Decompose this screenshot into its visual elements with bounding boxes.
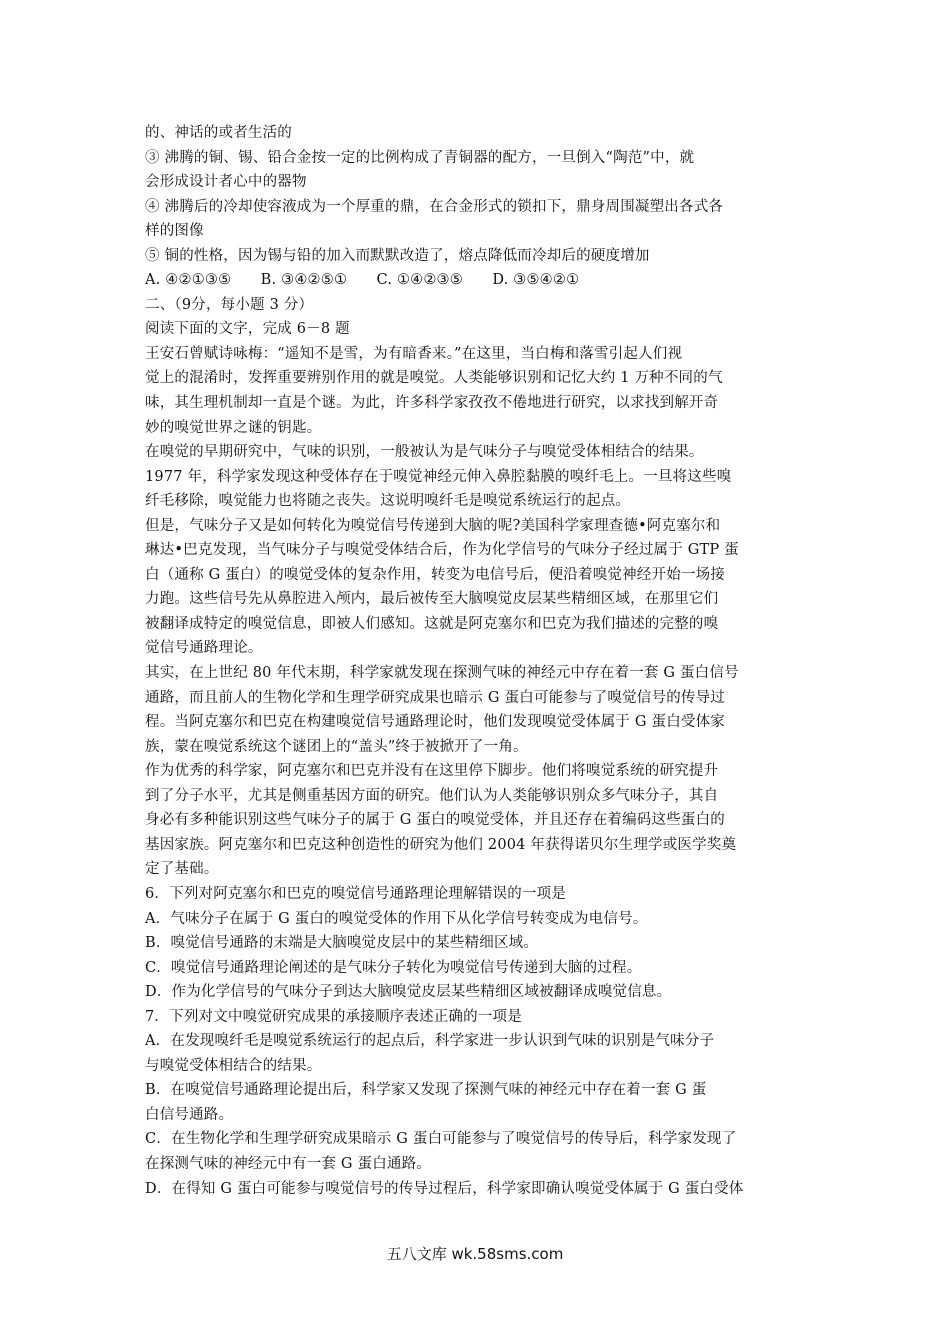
text-line: 到了分子水平，尤其是侧重基因方面的研究。他们认为人类能够识别众多气味分子，其自 — [145, 787, 719, 804]
text-line: 定了基础。 — [145, 861, 219, 878]
text-line: 在嗅觉的早期研究中，气味的识别，一般被认为是气味分子与嗅觉受体相结合的结果。 — [145, 444, 704, 461]
text-line: 样的图像 — [145, 223, 204, 240]
text-line: 6．下列对阿克塞尔和巴克的嗅觉信号通路理论理解错误的一项是 — [145, 885, 567, 902]
text-line: 妙的嗅觉世界之谜的钥匙。 — [145, 419, 322, 436]
text-line: D．在得知 G 蛋白可能参与嗅觉信号的传导过程后，科学家即确认嗅觉受体属于 G 蛋白受体 — [145, 1180, 744, 1197]
text-line: A．在发现嗅纤毛是嗅觉系统运行的起点后，科学家进一步认识到气味的识别是气味分子 — [145, 1033, 715, 1050]
text-line: 通路，而且前人的生物化学和生理学研究成果也暗示 G 蛋白可能参与了嗅觉信号的传导过 — [145, 689, 725, 706]
text-line: 7．下列对文中嗅觉研究成果的承接顺序表述正确的一项是 — [145, 1008, 522, 1025]
text-line: 觉信号通路理论。 — [145, 640, 263, 657]
text-line: 力跑。这些信号先从鼻腔进入颅内，最后被传至大脑嗅觉皮层某些精细区域，在那里它们 — [145, 591, 719, 608]
text-line: ⑤ 铜的性格，因为锡与铅的加入而默默改造了，熔点降低而冷却后的硬度增加 — [145, 247, 650, 264]
text-line: 味，其生理机制却一直是个谜。为此，许多科学家孜孜不倦地进行研究，以求找到解开奇 — [145, 395, 719, 412]
text-line: 作为优秀的科学家，阿克塞尔和巴克并没有在这里停下脚步。他们将嗅觉系统的研究提升 — [145, 763, 719, 780]
text-line: 族，蒙在嗅觉系统这个谜团上的“盖头”终于被掀开了一角。 — [145, 738, 528, 755]
text-line: ④ 沸腾后的冷却使容液成为一个厚重的鼎，在合金形式的锁扣下，鼎身周围凝塑出各式各 — [145, 198, 724, 215]
text-line: 其实，在上世纪 80 年代末期，科学家就发现在探测气味的神经元中存在着一套 G 蛋白信号 — [145, 665, 739, 682]
text-line: 基因家族。阿克塞尔和巴克这种创造性的研究为他们 2004 年获得诺贝尔生理学或医学奖奠 — [145, 836, 737, 853]
text-line: 琳达•巴克发现，当气味分子与嗅觉受体结合后，作为化学信号的气味分子经过属于 GTP 蛋 — [145, 542, 739, 559]
text-line: A. ④②①③⑤ B. ③④②⑤① C. ①④②③⑤ D. ③⑤④②① — [145, 272, 580, 289]
text-line: 在探测气味的神经元中有一套 G 蛋白通路。 — [145, 1155, 431, 1172]
text-line: D．作为化学信号的气味分子到达大脑嗅觉皮层某些精细区域被翻译成嗅觉信息。 — [145, 984, 672, 1001]
text-line: ③ 沸腾的铜、锡、铅合金按一定的比例构成了青铜器的配方，一旦倒入“陶范”中，就 — [145, 149, 695, 166]
text-line: 被翻译成特定的嗅觉信息，即被人们感知。这就是阿克塞尔和巴克为我们描述的完整的嗅 — [145, 615, 719, 632]
text-line: 白（通称 G 蛋白）的嗅觉受体的复杂作用，转变为电信号后，便沿着嗅觉神经开始一场接 — [145, 566, 725, 583]
text-line: 阅读下面的文字，完成 6－8 题 — [145, 321, 350, 338]
text-line: 二、（9分，每小题 3 分） — [145, 296, 314, 313]
text-line: 身必有多种能识别这些气味分子的属于 G 蛋白的嗅觉受体，并且还存在着编码这些蛋白的 — [145, 812, 725, 829]
text-line: B．在嗅觉信号通路理论提出后，科学家又发现了探测气味的神经元中存在着一套 G 蛋 — [145, 1082, 707, 1099]
text-line: 程。当阿克塞尔和巴克在构建嗅觉信号通路理论时，他们发现嗅觉受体属于 G 蛋白受体家 — [145, 714, 725, 731]
text-line: A．气味分子在属于 G 蛋白的嗅觉受体的作用下从化学信号转变成为电信号。 — [145, 910, 648, 927]
text-line: 会形成设计者心中的器物 — [145, 174, 307, 191]
footer-watermark: 五八文库 wk.58sms.com — [386, 1245, 564, 1263]
text-line: 白信号通路。 — [145, 1106, 234, 1123]
text-line: 的、神话的或者生活的 — [145, 125, 292, 141]
text-line: 觉上的混淆时，发挥重要辨别作用的就是嗅觉。人类能够识别和记忆大约 1 万种不同的气 — [145, 370, 723, 387]
text-line: 1977 年，科学家发现这种受体存在于嗅觉神经元伸入鼻腔黏膜的嗅纤毛上。一旦将这些嗅 — [145, 468, 732, 485]
text-line: C．嗅觉信号通路理论阐述的是气味分子转化为嗅觉信号传递到大脑的过程。 — [145, 959, 642, 976]
text-line: 与嗅觉受体相结合的结果。 — [145, 1057, 322, 1074]
text-line: C．在生物化学和生理学研究成果暗示 G 蛋白可能参与了嗅觉信号的传导后，科学家发现了 — [145, 1131, 737, 1148]
text-line: 王安石曾赋诗咏梅：“遥知不是雪，为有暗香来。”在这里，当白梅和落雪引起人们视 — [145, 345, 683, 362]
text-line: 纤毛移除，嗅觉能力也将随之丧失。这说明嗅纤毛是嗅觉系统运行的起点。 — [145, 493, 631, 510]
text-line: 但是，气味分子又是如何转化为嗅觉信号传递到大脑的呢?美国科学家理查德•阿克塞尔和 — [145, 517, 721, 534]
text-line: B．嗅觉信号通路的末端是大脑嗅觉皮层中的某些精细区域。 — [145, 935, 539, 952]
document-body — [145, 121, 815, 1201]
